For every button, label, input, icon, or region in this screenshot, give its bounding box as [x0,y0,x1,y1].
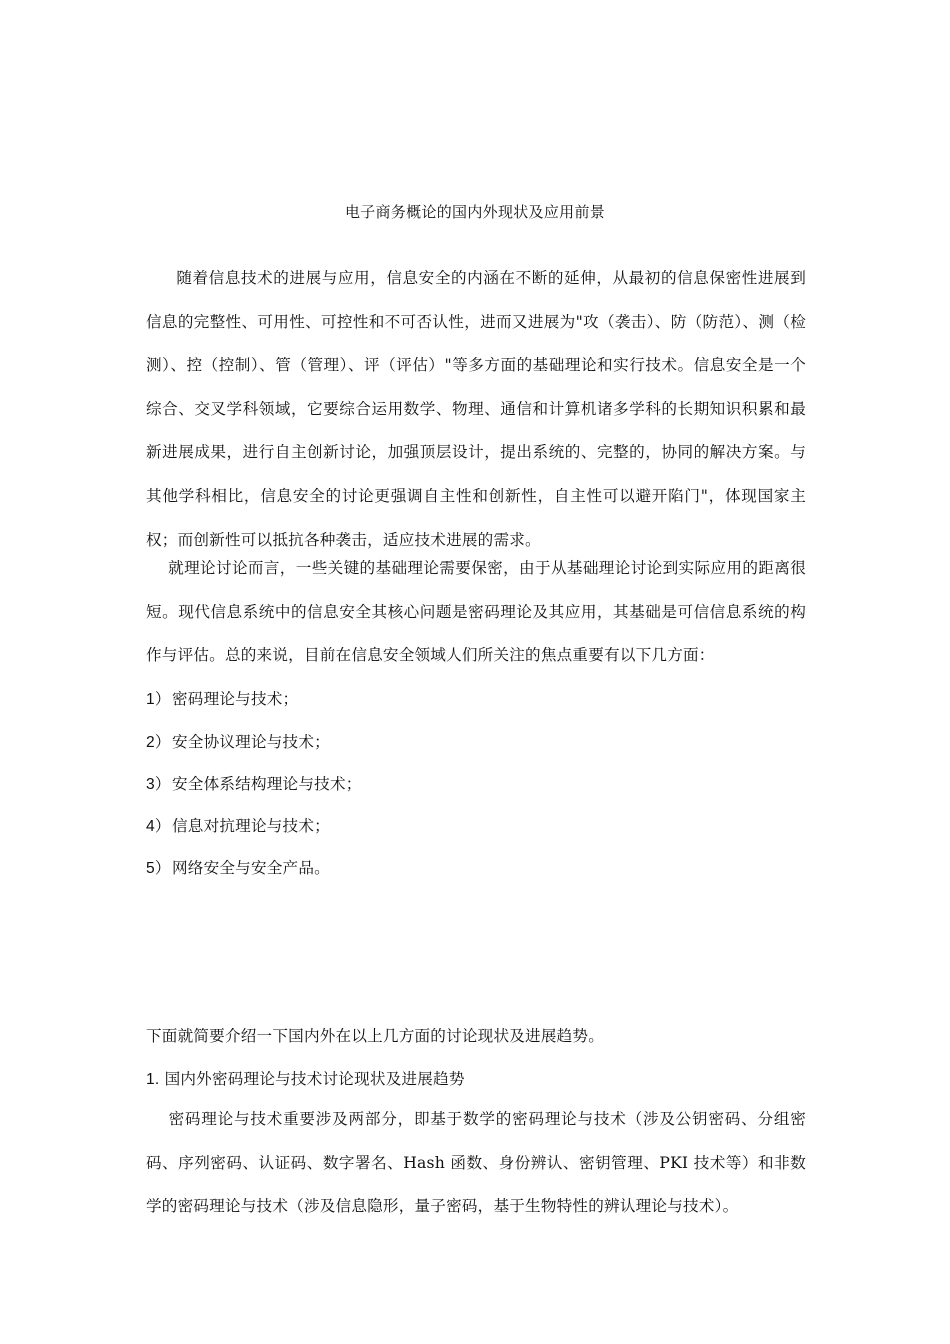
list-item-number: 3） [146,776,171,793]
section-heading-text: 国内外密码理论与技术讨论现状及进展趋势 [164,1070,465,1088]
list-item-text: 密码理论与技术； [172,690,299,708]
list-item-text: 信息对抗理论与技术； [172,817,330,835]
paragraph-2-text: 就理论讨论而言，一些关键的基础理论需要保密，由于从基础理论讨论到实际应用的距离很短。现代信息系统中的信息安全其核心问题是密码理论及其应用，其基础是可信信息系统的构作与评估。总的来说，目前在信息安全领域人们所关注的焦点重要有以下几方面： [146,559,806,665]
list-item-number: 2） [146,734,171,751]
paragraph-1 [146,257,806,562]
paragraph-3-text: 密码理论与技术重要涉及两部分，即基于数学的密码理论与技术（涉及公钥密码、分组密码、序列密码、认证码、数字署名、Hash 函数、身份辨认、密钥管理、PKI 技术等）和非数学的密码理论与技术（涉及信息隐形，量子密码，基于生物特性的辨认理论与技术）。 [146,1110,806,1216]
document-title: 电子商务概论的国内外现状及应用前景 [344,203,606,221]
section-number: 1. [146,1071,160,1088]
list-item-text: 安全体系结构理论与技术； [172,775,362,793]
paragraph-1-text: 随着信息技术的进展与应用，信息安全的内涵在不断的延伸，从最初的信息保密性进展到信息的完整性、可用性、可控性和不可否认性，进而又进展为"攻（袭击）、防（防范）、测（检测）、控（控制）、管（管理）、评（评估）"等多方面的基础理论和实行技术。信息安全是一个综合、交叉学科领域，它要综合运用数学、物理、通信和计算机诸多学科的长期知识积累和最新进展成果，进行自主创新讨论，加强顶层设计，提出系统的、完整的，协同的解决方案。与其他学科相比，信息安全的讨论更强调自主性和创新性，自主性可以避开陷门"，体现国家主权；而创新性可以抵抗各种袭击，适应技术进展的需求。 [146,269,806,549]
section-heading [146,1067,806,1092]
paragraph-2 [146,547,806,678]
list-item [146,856,806,881]
list-item [146,687,806,712]
intro-sentence: 下面就简要介绍一下国内外在以上几方面的讨论现状及进展趋势。 [146,1027,605,1045]
list-item-text: 安全协议理论与技术； [172,733,330,751]
list-item-number: 4） [146,818,171,835]
list-item-number: 1） [146,691,171,708]
list-item-number: 5） [146,860,171,877]
list-item-text: 网络安全与安全产品。 [172,859,330,877]
paragraph-3 [146,1098,806,1229]
list-item [146,772,806,797]
list-item [146,730,806,755]
list-item [146,814,806,839]
